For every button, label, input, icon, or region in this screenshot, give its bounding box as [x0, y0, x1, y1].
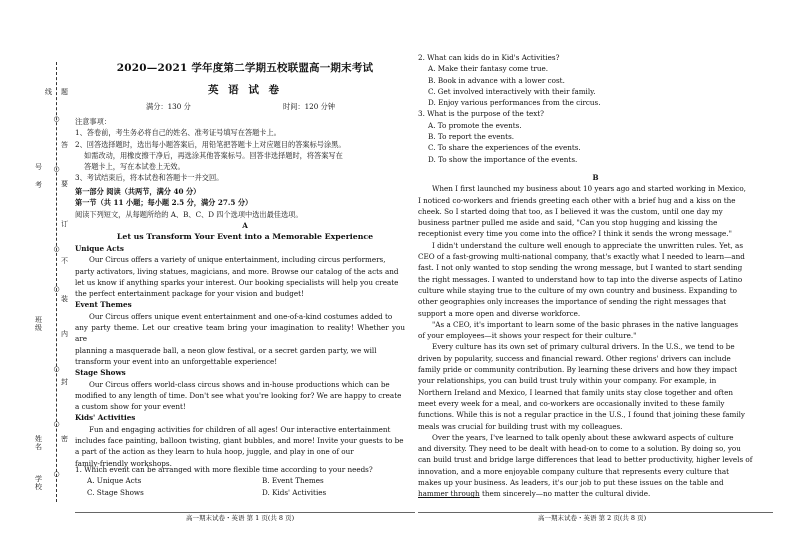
passage-a-line: a custom show for your event! [75, 402, 186, 412]
passage-b-line: "As a CEO, it's important to learn some of the basic phrases in the native languages [432, 319, 739, 329]
passage-b-last-line: them sincerely—no matter the cultural divide. [479, 489, 651, 499]
margin-circle: ○ [53, 165, 60, 173]
margin-label: 考 [35, 181, 42, 189]
question-1-option-c: C. Stage Shows [87, 487, 144, 497]
margin-label: 密 [61, 435, 68, 443]
section1-heading: 第一节（共 11 小题；每小题 2.5 分，满分 27.5 分） [75, 198, 253, 208]
passage-b-line: Northern Ireland and Mexico, I learned that family units stay close together and often [418, 387, 733, 397]
passage-b-line: your relationships, you can build trust truly within your company. For example, in [418, 376, 717, 386]
passage-b-line: can build trust and bridge large differences that lead to better productivity, higher levels of [418, 455, 753, 465]
passage-a-line: transform your event into an unforgettable experience! [75, 356, 278, 366]
margin-label: 封 [61, 378, 68, 386]
margin-circle: ○ [53, 470, 60, 478]
exam-time: 时间：120 分钟 [283, 102, 335, 111]
question-2-option-d: D. Enjoy various performances from the circus. [428, 98, 601, 108]
question-1-option-d: D. Kids' Activities [262, 487, 327, 497]
question-3-option-d: D. To show the importance of the events. [428, 154, 578, 164]
exam-subject: 英 语 试 卷 [208, 84, 282, 96]
margin-label: 不 [61, 257, 68, 265]
question-3-option-b: B. To report the events. [428, 132, 515, 142]
question-1-option-b: B. Event Themes [262, 476, 324, 486]
margin-label: 订 [61, 220, 68, 228]
margin-label: 内 [61, 330, 68, 338]
notice-heading: 注意事项： [75, 117, 111, 126]
passage-a-section-heading: Event Themes [75, 300, 132, 310]
passage-a-line: modified to any length of time. Don't see what you're looking for? We are happy to create [75, 390, 402, 400]
passage-b-line: business partner pulled me aside and said, "Can you stop hugging and kissing the [418, 218, 718, 228]
passage-b-line: of your employees—it shows your respect for their culture." [418, 331, 637, 341]
margin-label: 装 [61, 295, 68, 303]
question-2-stem: 2. What can kids do in Kid's Activities? [418, 53, 560, 62]
passage-a-line: a part of the action as they learn to hula hoop, juggle, and play in one of our [75, 447, 354, 457]
passage-b-line: cheek. So I started doing that too, as I believed it was the custom, until one day my [418, 206, 723, 216]
underlined-phrase: hammer through [418, 489, 480, 499]
margin-label: 姓名 [35, 435, 42, 451]
passage-b-line: meet every week for a meal, and co-workers are occasionally invited to these family [418, 398, 725, 408]
part1-heading: 第一部分 阅读（共两节，满分 40 分） [75, 187, 201, 196]
exam-title: 2020—2021 学年度第二学期五校联盟高一期末考试 [116, 62, 374, 74]
full-score: 满分：130 分 [146, 102, 191, 111]
passage-a-line: let us know if anything sparks your interest. Our booking specialists will help you create [75, 277, 399, 287]
page-footer-right: 高一期末试卷・英语 第 2 页(共 8 页) [538, 514, 647, 522]
notice-section [75, 116, 415, 184]
notice-item: 3、考试结束后，将本试卷和答题卡一并交回。 [75, 173, 224, 183]
passage-b-line: innovation, and a more enjoyable company culture that represents every culture that [418, 466, 729, 476]
margin-circle: ○ [53, 365, 60, 373]
passage-a-line: Our Circus offers a variety of unique entertainment, including circus performers, [89, 255, 386, 265]
passage-b-line: makes up your business. As leaders, it's our job to put these issues on the table and [418, 478, 724, 488]
notice-item: 1、答卷前，考生务必将自己的姓名、准考证号填写在答题卡上。 [75, 128, 281, 138]
question-2-option-c: C. Get involved interactively with their family. [428, 86, 596, 96]
passage-a-line: planning a masquerade ball, a neon glow festival, or a secret garden party, we will [75, 345, 377, 355]
margin-circle: ○ [53, 115, 60, 123]
passage-b-line: other geographies only increases the importance of sending the right messages that [418, 297, 727, 307]
passage-b-line: the right messages. I wanted to understand how to tap into the diverse aspects of Latino [418, 274, 743, 284]
question-3-stem: 3. What is the purpose of the text? [418, 109, 545, 119]
passage-a-title: Let us Transform Your Event into a Memorable Experience [116, 232, 374, 242]
questions-2-3 [418, 52, 773, 165]
margin-label: 学校 [35, 475, 42, 491]
passage-b-line: support a more open and diverse workforce. [418, 308, 581, 318]
margin-circle: ○ [53, 420, 60, 428]
passage-a-line: the perfect entertainment package for your vision and budget! [75, 289, 304, 299]
passage-a-line: family-friendly workshops. [75, 458, 172, 468]
passage-b-line: CEO of a fast-growing multi-national company, that's exactly what I needed to learn—and [418, 252, 745, 262]
margin-label: 班级 [35, 316, 42, 332]
passage-a-line: any party theme. Let our creative team bring your imagination to reality! Whether you are [75, 323, 405, 344]
question-1-option-a: A. Unique Acts [87, 476, 142, 486]
question-2-option-a: A. Make their fantasy come true. [428, 64, 549, 74]
margin-label: 答 [61, 141, 68, 149]
passage-b [418, 172, 773, 500]
passage-b-line: Over the years, I've learned to talk openly about these awkward aspects of culture [432, 432, 734, 442]
question-3-option-a: A. To promote the events. [428, 120, 522, 130]
margin-circle: ○ [53, 245, 60, 253]
passage-b-line: culture while staying true to the culture of my own country and business. Expanding to [418, 285, 737, 295]
question-1 [75, 464, 415, 498]
passage-b-line: I noticed co-workers and friends greeting each other with a brief hug and a kiss on the [418, 195, 736, 205]
seal-line [56, 62, 57, 502]
passage-a [75, 243, 405, 469]
passage-b-line: fast. I not only wanted to stop sending the wrong message, but I wanted to start sending [418, 263, 743, 273]
margin-circle: ○ [53, 285, 60, 293]
passage-b-line: receptionist every time you come into the office? I think it sends the wrong message." [418, 229, 732, 239]
question-1-stem: 1. Which event can be arranged with more flexible time according to your needs? [75, 465, 373, 474]
passage-a-section-heading: Unique Acts [75, 244, 124, 253]
passage-b-line: family pride or community contribution. By learning these drivers and how they impact [418, 365, 738, 375]
passage-b-line: Every culture has its own set of primary cultural drivers. In the U.S., we tend to be [432, 342, 735, 352]
question-2-option-b: B. Book in advance with a lower cost. [428, 75, 565, 85]
passage-b-line: driven by popularity, success and financial reward. Other regions' drivers can include [418, 353, 731, 363]
question-3-option-c: C. To share the experiences of the events. [428, 143, 581, 153]
margin-label: 要 [61, 180, 68, 188]
notice-item: 2、回答选择题时，选出每小题答案后，用铅笔把答题卡上对应题目的答案标号涂黑。 [75, 139, 346, 149]
passage-b-line: meals was crucial for building trust with my colleagues. [418, 421, 623, 431]
passage-a-section-heading: Stage Shows [75, 368, 126, 378]
page-footer-left: 高一期末试卷・英语 第 1 页(共 8 页) [186, 514, 295, 522]
margin-label: 题 [61, 88, 68, 96]
passage-b-line: When I first launched my business about 10 years ago and started working in Mexico, [432, 184, 746, 194]
passage-a-line: party activators, living statues, magicians, and more. Browse our catalog of the acts and [75, 266, 399, 276]
margin-label: 线 [45, 88, 52, 96]
passage-a-line: Our Circus offers world-class circus shows and in-house productions which can be [89, 379, 390, 389]
passage-a-line: includes face painting, balloon twisting, giant bubbles, and more! Invite your guests to be [75, 436, 404, 446]
notice-item: 答题卡上，写在本试卷上无效。 [84, 162, 185, 172]
part1-instruction: 阅读下列短文，从每题所给的 A、B、C、D 四个选项中选出最佳选项。 [75, 209, 303, 219]
passage-b-line: and diversity. They need to be dealt with head-on to come to a solution. By doing so, you [418, 444, 741, 454]
passage-a-line: Our Circus offers unique event entertainment and one-of-a-kind costumes added to [89, 311, 393, 321]
passage-b-letter: B [592, 173, 599, 182]
notice-item: 如需改动，用橡皮擦干净后，再选涂其他答案标号。回答非选择题时，将答案写在 [84, 150, 343, 160]
passage-b-line: I didn't understand the culture well enough to appreciate the unwritten rules. Yet, as [432, 240, 744, 250]
passage-a-line: Fun and engaging activities for children of all ages! Our interactive entertainment [89, 424, 391, 434]
part1-heading-block [75, 186, 415, 242]
margin-label: 号 [35, 163, 42, 171]
passage-b-line: functions. While this is not a regular practice in the U.S., I found that joining these family [418, 410, 745, 420]
passage-a-letter: A [242, 220, 248, 230]
passage-a-section-heading: Kids' Activities [75, 413, 136, 423]
